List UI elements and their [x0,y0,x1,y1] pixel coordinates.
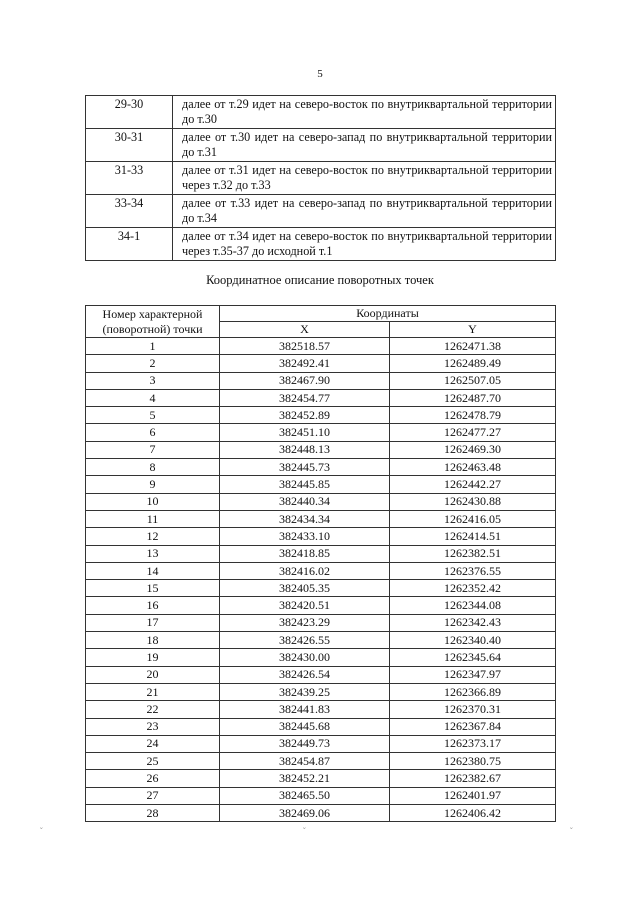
segment-id: 29-30 [86,96,173,129]
point-x: 382452.89 [220,407,390,424]
coordinates-table [85,305,556,822]
point-row [86,424,556,441]
point-row [86,805,556,822]
point-row [86,649,556,666]
point-row [86,701,556,718]
point-y: 1262340.40 [390,632,556,649]
point-x: 382430.00 [220,649,390,666]
point-y: 1262345.64 [390,649,556,666]
point-row [86,753,556,770]
point-x: 382454.87 [220,753,390,770]
point-row [86,407,556,424]
point-number: 28 [86,805,220,822]
point-x: 382451.10 [220,424,390,441]
point-row [86,441,556,458]
point-number-header: Номер характерной (поворотной) точки [86,306,220,338]
point-row [86,718,556,735]
point-y: 1262344.08 [390,597,556,614]
point-x: 382518.57 [220,338,390,355]
segment-description: далее от т.34 идет на северо-восток по внутриквартальной территории через т.35-37 до исходной т.1 [173,228,556,261]
point-y: 1262430.88 [390,493,556,510]
point-number: 22 [86,701,220,718]
coordinates-body [86,338,556,822]
point-y: 1262376.55 [390,562,556,579]
scan-mark-center: ˘ [303,826,306,835]
point-number: 11 [86,510,220,527]
page-number: 5 [317,68,323,80]
point-y: 1262401.97 [390,787,556,804]
point-row [86,389,556,406]
point-x: 382433.10 [220,528,390,545]
segment-id: 30-31 [86,129,173,162]
point-y: 1262382.51 [390,545,556,562]
point-y: 1262416.05 [390,510,556,527]
point-x: 382469.06 [220,805,390,822]
point-y: 1262471.38 [390,338,556,355]
coord-header-row [86,306,556,322]
point-x: 382467.90 [220,372,390,389]
point-y: 1262489.49 [390,355,556,372]
point-x: 382418.85 [220,545,390,562]
point-x: 382452.21 [220,770,390,787]
point-y: 1262342.43 [390,614,556,631]
point-y: 1262366.89 [390,683,556,700]
segment-description: далее от т.29 идет на северо-восток по внутриквартальной территории до т.30 [173,96,556,129]
point-number: 15 [86,580,220,597]
point-number: 23 [86,718,220,735]
point-x: 382423.29 [220,614,390,631]
point-number: 14 [86,562,220,579]
point-row [86,562,556,579]
point-x: 382454.77 [220,389,390,406]
point-row [86,545,556,562]
point-y: 1262370.31 [390,701,556,718]
point-x: 382426.55 [220,632,390,649]
point-y: 1262469.30 [390,441,556,458]
point-number: 19 [86,649,220,666]
point-number: 2 [86,355,220,372]
point-x: 382441.83 [220,701,390,718]
point-number: 8 [86,459,220,476]
point-number: 24 [86,735,220,752]
point-x: 382448.13 [220,441,390,458]
segment-description: далее от т.33 идет на северо-запад по внутриквартальной территории до т.34 [173,195,556,228]
point-row [86,666,556,683]
segment-row [86,195,556,228]
point-x: 382445.68 [220,718,390,735]
segment-description: далее от т.31 идет на северо-восток по внутриквартальной территории через т.32 до т.33 [173,162,556,195]
point-number: 9 [86,476,220,493]
y-header: Y [390,322,556,338]
point-number: 5 [86,407,220,424]
segment-id: 31-33 [86,162,173,195]
point-y: 1262382.67 [390,770,556,787]
point-y: 1262367.84 [390,718,556,735]
point-number: 27 [86,787,220,804]
point-number: 3 [86,372,220,389]
boundary-segments-table [85,95,556,261]
point-x: 382492.41 [220,355,390,372]
segment-id: 33-34 [86,195,173,228]
point-x: 382426.54 [220,666,390,683]
scan-mark-right: ˘ [570,826,573,835]
point-number: 25 [86,753,220,770]
point-row [86,787,556,804]
point-row [86,355,556,372]
point-number: 17 [86,614,220,631]
boundary-segments-body [86,96,556,261]
coordinates-header: Координаты [220,306,556,322]
point-number: 4 [86,389,220,406]
scan-mark-left: ˘ [40,826,43,835]
point-x: 382420.51 [220,597,390,614]
point-row [86,510,556,527]
point-number: 21 [86,683,220,700]
segment-row [86,162,556,195]
point-row [86,459,556,476]
point-number: 18 [86,632,220,649]
point-row [86,614,556,631]
point-x: 382449.73 [220,735,390,752]
point-row [86,770,556,787]
point-row [86,632,556,649]
section-title: Координатное описание поворотных точек [206,273,434,287]
point-y: 1262347.97 [390,666,556,683]
segment-row [86,129,556,162]
point-row [86,372,556,389]
point-number: 16 [86,597,220,614]
point-y: 1262463.48 [390,459,556,476]
point-x: 382434.34 [220,510,390,527]
point-y: 1262487.70 [390,389,556,406]
point-number: 20 [86,666,220,683]
point-y: 1262352.42 [390,580,556,597]
point-x: 382416.02 [220,562,390,579]
segment-row [86,96,556,129]
point-number: 26 [86,770,220,787]
point-x: 382445.85 [220,476,390,493]
point-row [86,735,556,752]
point-y: 1262478.79 [390,407,556,424]
point-y: 1262477.27 [390,424,556,441]
point-y: 1262380.75 [390,753,556,770]
point-y: 1262414.51 [390,528,556,545]
point-number: 6 [86,424,220,441]
point-y: 1262442.27 [390,476,556,493]
point-row [86,597,556,614]
point-x: 382445.73 [220,459,390,476]
point-row [86,338,556,355]
segment-description: далее от т.30 идет на северо-запад по внутриквартальной территории до т.31 [173,129,556,162]
point-row [86,528,556,545]
point-x: 382439.25 [220,683,390,700]
point-row [86,683,556,700]
point-y: 1262406.42 [390,805,556,822]
x-header: X [220,322,390,338]
point-number: 12 [86,528,220,545]
segment-id: 34-1 [86,228,173,261]
point-number: 1 [86,338,220,355]
point-number: 10 [86,493,220,510]
point-number: 13 [86,545,220,562]
point-x: 382405.35 [220,580,390,597]
point-y: 1262373.17 [390,735,556,752]
point-x: 382465.50 [220,787,390,804]
point-row [86,580,556,597]
point-x: 382440.34 [220,493,390,510]
point-row [86,493,556,510]
point-number: 7 [86,441,220,458]
point-row [86,476,556,493]
segment-row [86,228,556,261]
point-y: 1262507.05 [390,372,556,389]
